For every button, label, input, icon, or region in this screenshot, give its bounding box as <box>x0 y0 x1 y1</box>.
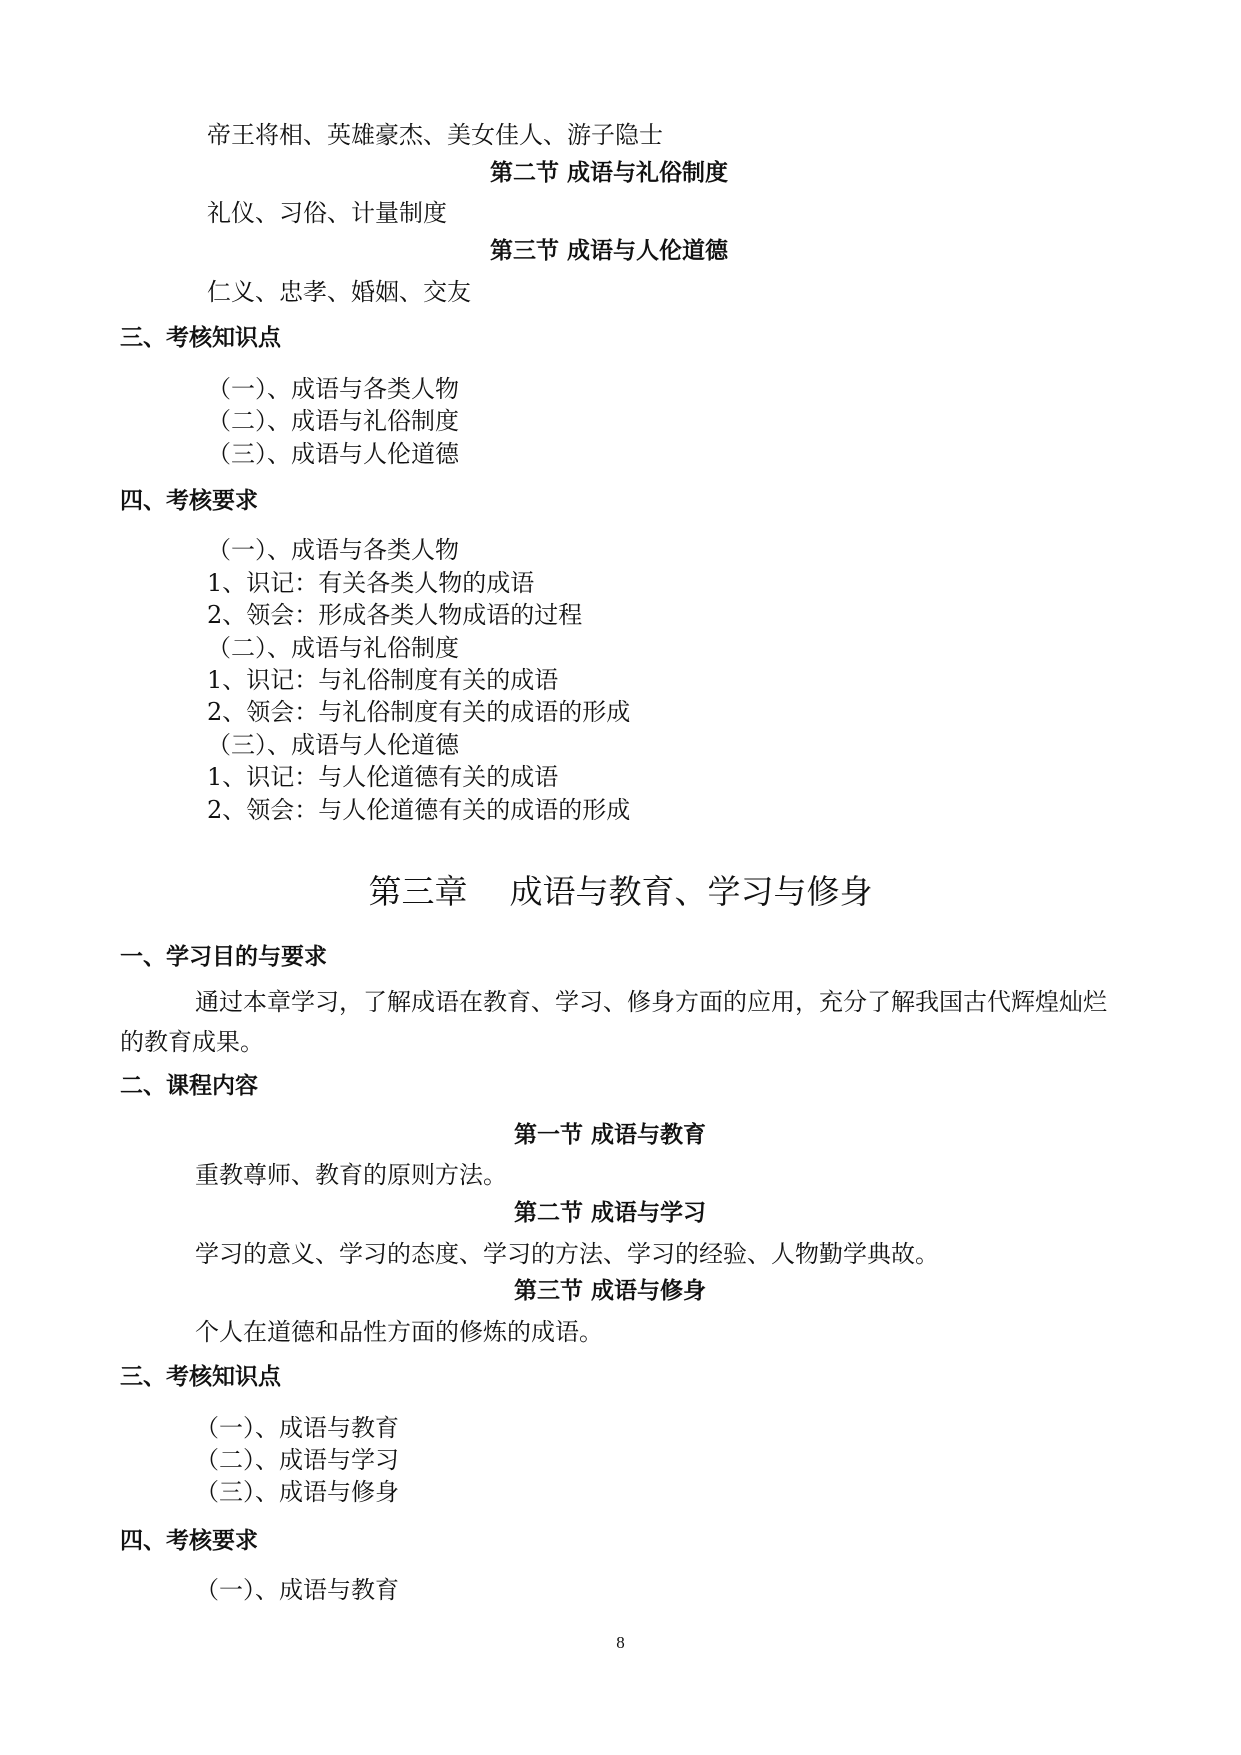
section-text: 学习的意义、学习的态度、学习的方法、学习的经验、人物勤学典故。 <box>195 1240 939 1268</box>
heading-requirements: 四、考核要求 <box>120 1528 258 1554</box>
heading-knowledge-points: 三、考核知识点 <box>120 1364 281 1390</box>
section-text: 个人在道德和品性方面的修炼的成语。 <box>195 1318 603 1346</box>
list-item: （三）、成语与人伦道德 <box>207 440 459 468</box>
list-item: （一）、成语与教育 <box>195 1576 399 1604</box>
chapter-title: 第三章 成语与教育、学习与修身 <box>368 872 873 911</box>
heading-course-content: 二、课程内容 <box>120 1073 258 1099</box>
intro-paragraph: 通过本章学习，了解成语在教育、学习、修身方面的应用，充分了解我国古代辉煌灿烂的教育成果。 <box>120 988 1107 1056</box>
section-title: 第二节 成语与学习 <box>514 1200 707 1226</box>
list-item: （二）、成语与学习 <box>195 1446 399 1474</box>
page-number: 8 <box>616 1633 625 1652</box>
list-item: 2、领会：与人伦道德有关的成语的形成 <box>207 796 631 824</box>
list-item: 1、识记：有关各类人物的成语 <box>207 569 535 597</box>
heading-knowledge-points: 三、考核知识点 <box>120 325 281 351</box>
list-item: 2、领会：形成各类人物成语的过程 <box>207 601 583 629</box>
list-item: （一）、成语与各类人物 <box>207 375 459 403</box>
section-title: 第一节 成语与教育 <box>514 1122 707 1148</box>
list-item: 1、识记：与礼俗制度有关的成语 <box>207 666 559 694</box>
list-item: （三）、成语与人伦道德 <box>207 731 459 759</box>
list-item: 2、领会：与礼俗制度有关的成语的形成 <box>207 698 631 726</box>
section-text: 重教尊师、教育的原则方法。 <box>195 1161 507 1189</box>
list-item: （一）、成语与教育 <box>195 1414 399 1442</box>
list-item: （二）、成语与礼俗制度 <box>207 407 459 435</box>
section-text: 仁义、忠孝、婚姻、交友 <box>207 278 471 306</box>
list-item: （一）、成语与各类人物 <box>207 536 459 564</box>
section-title: 第三节 成语与修身 <box>514 1278 707 1304</box>
list-item: （二）、成语与礼俗制度 <box>207 634 459 662</box>
heading-objectives: 一、学习目的与要求 <box>120 944 327 970</box>
list-item: （三）、成语与修身 <box>195 1478 399 1506</box>
section-text: 礼仪、习俗、计量制度 <box>207 199 447 227</box>
roles-line: 帝王将相、英雄豪杰、美女佳人、游子隐士 <box>207 121 663 149</box>
list-item: 1、识记：与人伦道德有关的成语 <box>207 763 559 791</box>
section-title: 第二节 成语与礼俗制度 <box>490 160 729 186</box>
section-title: 第三节 成语与人伦道德 <box>490 238 729 264</box>
heading-requirements: 四、考核要求 <box>120 488 258 514</box>
